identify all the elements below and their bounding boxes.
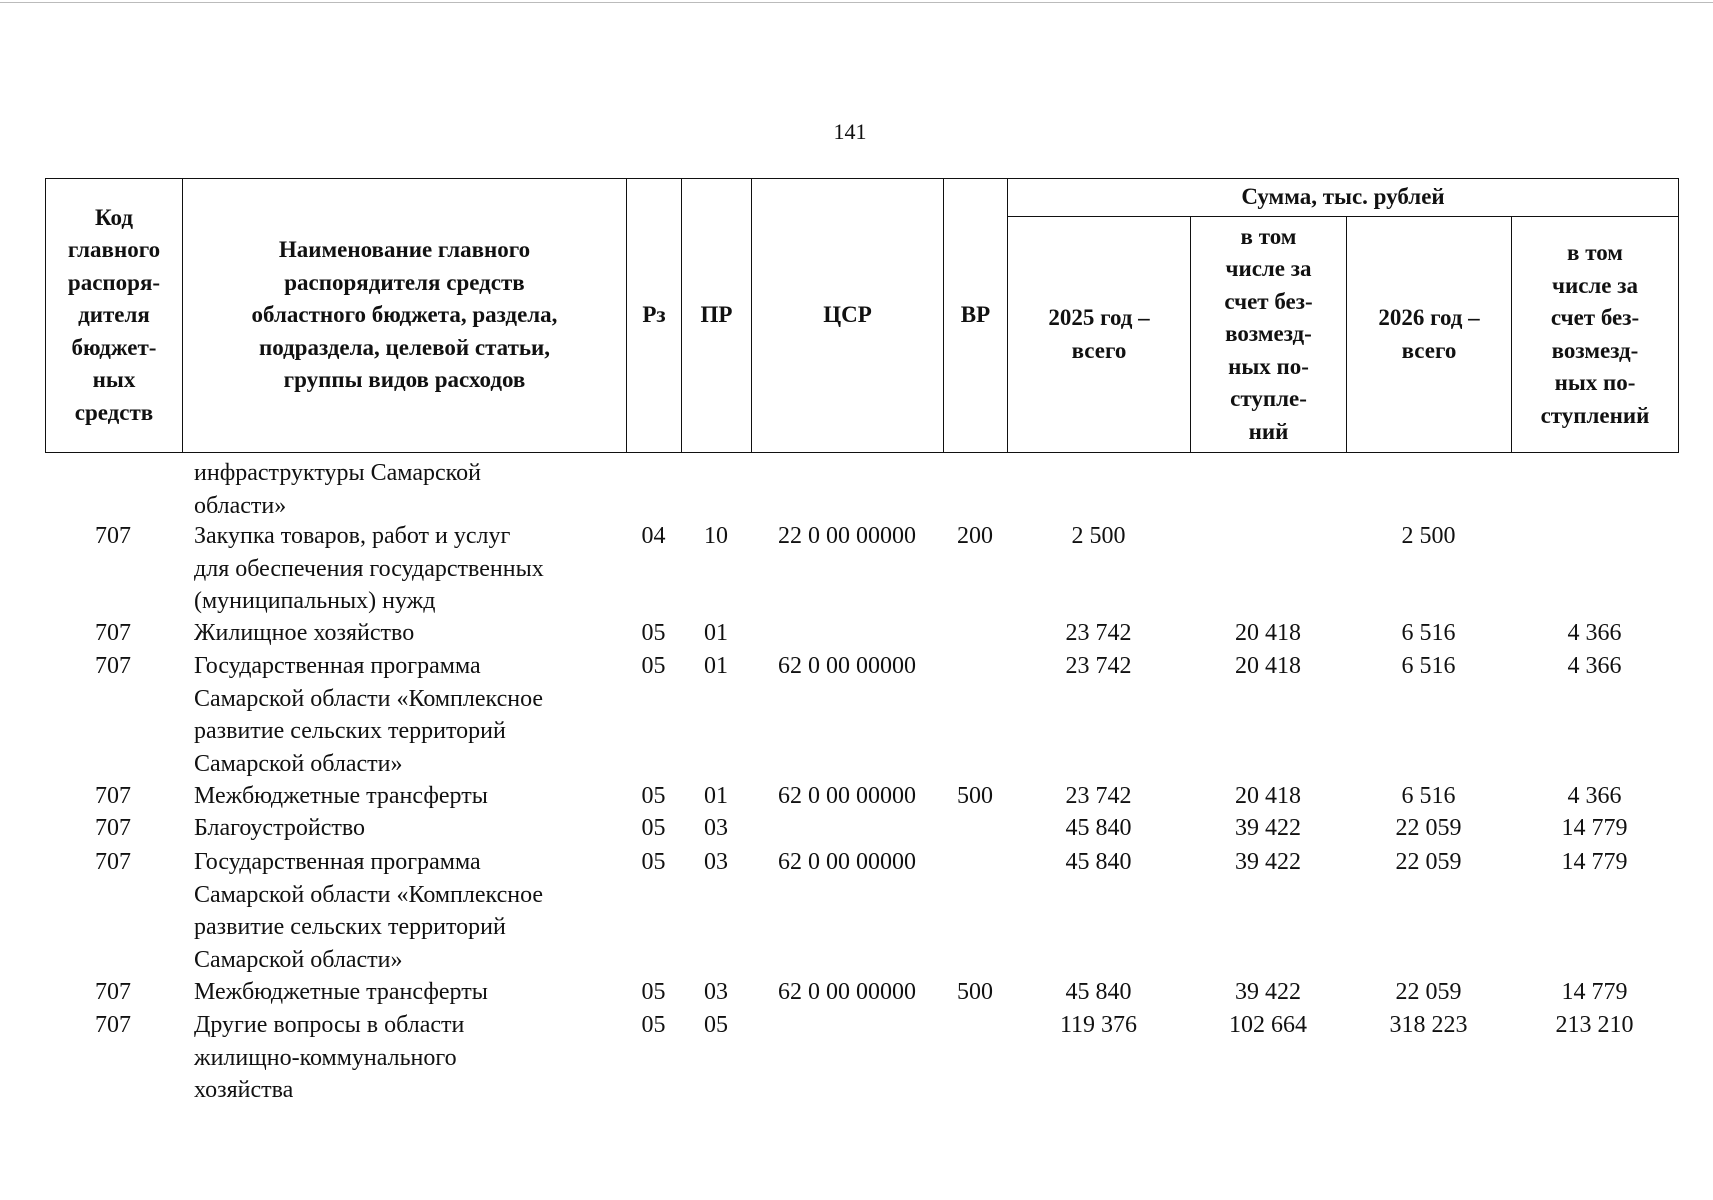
cell-2025-grant: 20 418 <box>1235 620 1301 646</box>
cell-2025-grant: 20 418 <box>1235 783 1301 809</box>
cell-name: Закупка товаров, работ и услуг для обеспечения государственных (муниципальных) нужд <box>194 523 544 614</box>
cell-rz: 05 <box>641 620 666 646</box>
header-vr: ВР <box>944 179 1008 453</box>
header-2025-grant: в том числе за счет без- возмезд- ных по- ступле- ний <box>1191 217 1347 453</box>
cell-2026-grant: 213 210 <box>1555 1012 1634 1038</box>
cell-2025-total: 23 742 <box>1065 653 1132 679</box>
header-pr: ПР <box>682 179 752 453</box>
cell-rz: 05 <box>641 783 666 809</box>
cell-rz: 04 <box>641 523 666 549</box>
cell-code: 707 <box>95 620 131 646</box>
table-header <box>45 178 1679 453</box>
cell-2026-total: 318 223 <box>1389 1012 1468 1038</box>
cell-csr: 22 0 00 00000 <box>778 523 916 549</box>
cell-pr: 01 <box>704 653 728 679</box>
cell-code: 707 <box>95 523 131 549</box>
cell-2025-grant: 39 422 <box>1235 979 1301 1005</box>
cell-2025-grant: 39 422 <box>1235 849 1301 875</box>
cell-vr: 500 <box>957 783 993 809</box>
header-rz: Рз <box>627 179 682 453</box>
header-2025-total: 2025 год – всего <box>1008 217 1191 453</box>
cell-name: Благоустройство <box>194 815 366 841</box>
cell-2025-total: 23 742 <box>1065 783 1132 809</box>
cell-2025-total: 23 742 <box>1065 620 1132 646</box>
cell-2026-total: 6 516 <box>1401 783 1456 809</box>
cell-name: Государственная программа Самарской области «Комплексное развитие сельских территорий Самарской области» <box>194 849 544 973</box>
cell-2026-total: 22 059 <box>1395 815 1462 841</box>
header-code: Код главного распоря- дителя бюджет- ных средств <box>46 179 183 453</box>
cell-pr: 03 <box>704 815 728 841</box>
cell-2025-total: 45 840 <box>1065 979 1132 1005</box>
cell-name: Межбюджетные трансферты <box>194 979 488 1005</box>
cell-2025-grant: 39 422 <box>1235 815 1301 841</box>
cell-2026-total: 22 059 <box>1395 979 1462 1005</box>
cell-2026-total: 22 059 <box>1395 849 1462 875</box>
cell-csr: 62 0 00 00000 <box>778 783 916 809</box>
cell-name: Другие вопросы в области жилищно-коммунального хозяйства <box>194 1012 465 1103</box>
cell-code: 707 <box>95 783 131 809</box>
cell-2025-total: 119 376 <box>1059 1012 1138 1038</box>
cell-pr: 03 <box>704 849 728 875</box>
top-border-line <box>0 2 1713 3</box>
header-name: Наименование главного распорядителя средств областного бюджета, раздела, подраздела, целевой статьи, группы видов расходов <box>183 179 627 453</box>
header-2026-grant: в том числе за счет без- возмезд- ных по- ступлений <box>1512 217 1679 453</box>
cell-2026-total: 6 516 <box>1401 620 1456 646</box>
header-csr: ЦСР <box>752 179 944 453</box>
cell-2025-grant: 20 418 <box>1235 653 1301 679</box>
cell-2026-total: 6 516 <box>1401 653 1456 679</box>
cell-2026-total: 2 500 <box>1401 523 1456 549</box>
cell-pr: 01 <box>704 620 728 646</box>
cell-csr: 62 0 00 00000 <box>778 653 916 679</box>
cell-name: Жилищное хозяйство <box>194 620 415 646</box>
cell-2025-total: 45 840 <box>1065 849 1132 875</box>
cell-vr: 200 <box>957 523 993 549</box>
cell-name: инфраструктуры Самарской области» <box>194 460 481 519</box>
cell-name: Межбюджетные трансферты <box>194 783 488 809</box>
cell-code: 707 <box>95 815 131 841</box>
cell-csr: 62 0 00 00000 <box>778 979 916 1005</box>
cell-code: 707 <box>95 849 131 875</box>
cell-pr: 03 <box>704 979 728 1005</box>
page-number: 141 <box>833 119 867 144</box>
cell-2026-grant: 4 366 <box>1567 620 1622 646</box>
cell-csr: 62 0 00 00000 <box>778 849 916 875</box>
cell-rz: 05 <box>641 979 666 1005</box>
header-sum: Сумма, тыс. рублей <box>1008 179 1679 217</box>
cell-name: Государственная программа Самарской области «Комплексное развитие сельских территорий Самарской области» <box>194 653 544 777</box>
cell-2026-grant: 4 366 <box>1567 783 1622 809</box>
cell-2026-grant: 14 779 <box>1561 849 1628 875</box>
cell-code: 707 <box>95 1012 131 1038</box>
cell-rz: 05 <box>641 849 666 875</box>
cell-pr: 05 <box>704 1012 728 1038</box>
cell-code: 707 <box>95 979 131 1005</box>
cell-rz: 05 <box>641 1012 666 1038</box>
header-2026-total: 2026 год – всего <box>1347 217 1512 453</box>
cell-rz: 05 <box>641 653 666 679</box>
cell-2025-grant: 102 664 <box>1229 1012 1307 1038</box>
cell-pr: 10 <box>704 523 728 549</box>
cell-2025-total: 2 500 <box>1071 523 1126 549</box>
cell-2026-grant: 14 779 <box>1561 815 1628 841</box>
cell-pr: 01 <box>704 783 728 809</box>
cell-2025-total: 45 840 <box>1065 815 1132 841</box>
cell-2026-grant: 14 779 <box>1561 979 1628 1005</box>
cell-code: 707 <box>95 653 131 679</box>
cell-vr: 500 <box>957 979 993 1005</box>
cell-rz: 05 <box>641 815 666 841</box>
cell-2026-grant: 4 366 <box>1567 653 1622 679</box>
